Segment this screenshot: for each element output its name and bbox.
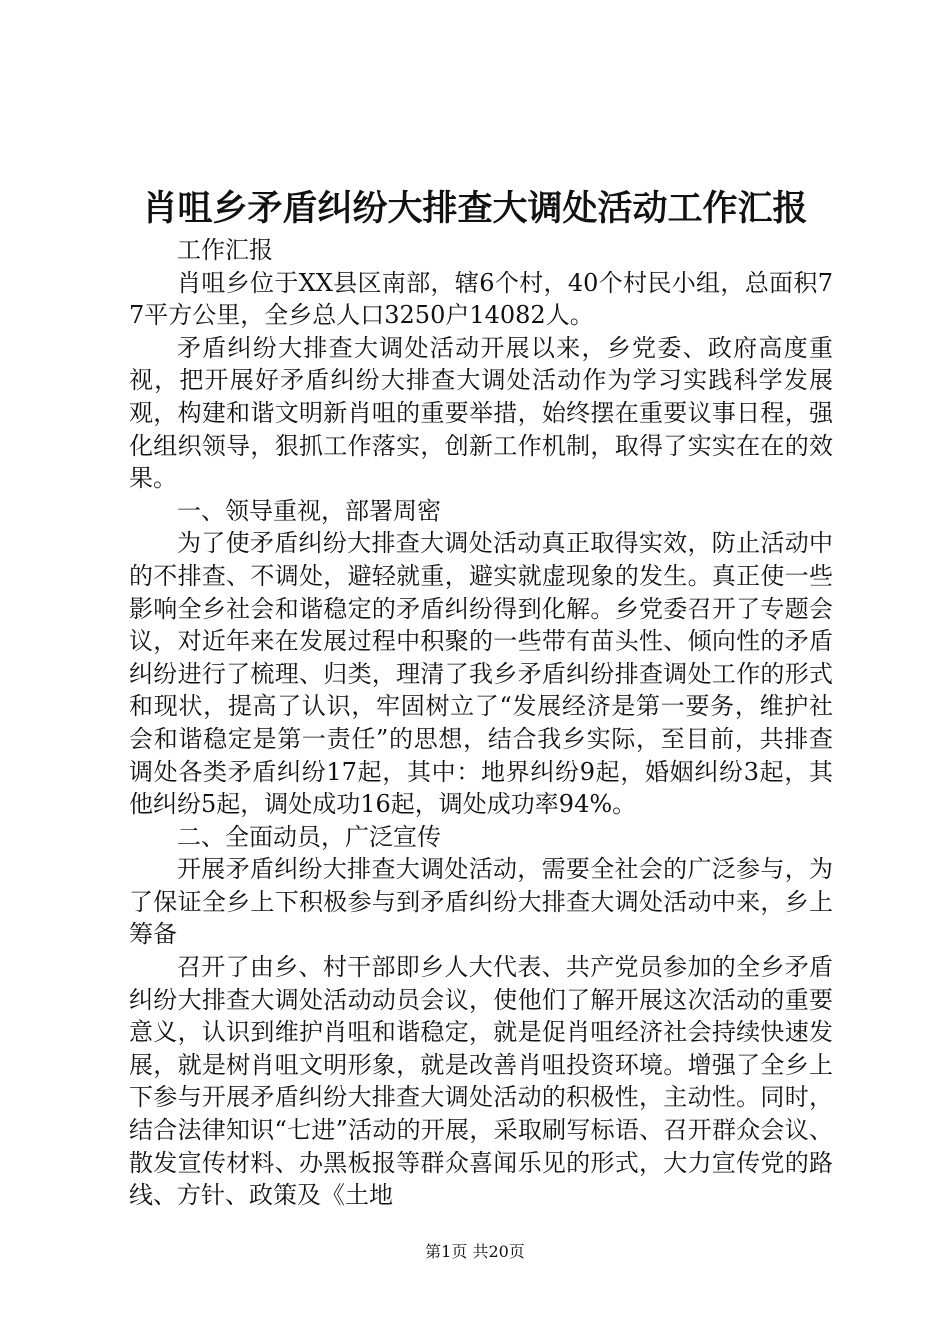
page-footer: 第1页 共20页 <box>425 1242 525 1261</box>
paragraph-section-2a: 开展矛盾纠纷大排查大调处活动，需要全社会的广泛参与，为了保证全乡上下积极参与到矛盾纠纷大排查大调处活动中来，乡上筹备 <box>129 855 833 949</box>
document-title: 肖咀乡矛盾纠纷大排查大调处活动工作汇报 <box>142 188 808 229</box>
paragraph-report-label: 工作汇报 <box>177 236 273 264</box>
paragraph-section-1: 为了使矛盾纠纷大排查大调处活动真正取得实效，防止活动中的不排查、不调处，避轻就重，避实就虚现象的发生。真正使一些影响全乡社会和谐稳定的矛盾纠纷得到化解。乡党委召开了专题会议，对近年来在发展过程中积聚的一些带有苗头性、倾向性的矛盾纠纷进行了梳理、归类，理清了我乡矛盾纠纷排查调处工作的形式和现状，提高了认识，牢固树立了“发展经济是第一要务，维护社会和谐稳定是第一责任”的思想，结合我乡实际，至目前，共排查调处各类矛盾纠纷17起，其中：地界纠纷9起，婚姻纠纷3起，其他纠纷5起，调处成功16起，调处成功率94%。 <box>129 529 833 819</box>
paragraph-intro: 矛盾纠纷大排查大调处活动开展以来，乡党委、政府高度重视，把开展好矛盾纠纷大排查大调处活动作为学习实践科学发展观，构建和谐文明新肖咀的重要举措，始终摆在重要议事日程，强化组织领导，狠抓工作落实，创新工作机制，取得了实实在在的效果。 <box>129 333 833 493</box>
paragraph-section-2b: 召开了由乡、村干部即乡人大代表、共产党员参加的全乡矛盾纠纷大排查大调处活动动员会议，使他们了解开展这次活动的重要意义，认识到维护肖咀和谐稳定，就是促肖咀经济社会持续快速发展，就是树肖咀文明形象，就是改善肖咀投资环境。增强了全乡上下参与开展矛盾纠纷大排查大调处活动的积极性，主动性。同时，结合法律知识“七进”活动的开展，采取刷写标语、召开群众会议、散发宣传材料、办黑板报等群众喜闻乐见的形式，大力宣传党的路线、方针、政策及《土地 <box>129 953 833 1210</box>
paragraph-overview: 肖咀乡位于XX县区南部，辖6个村，40个村民小组，总面积77平方公里，全乡总人口3250户14082人。 <box>129 268 833 330</box>
document-body <box>129 234 833 1212</box>
section-heading-1: 一、领导重视，部署周密 <box>177 496 441 525</box>
section-heading-2: 二、全面动员，广泛宣传 <box>177 822 441 851</box>
